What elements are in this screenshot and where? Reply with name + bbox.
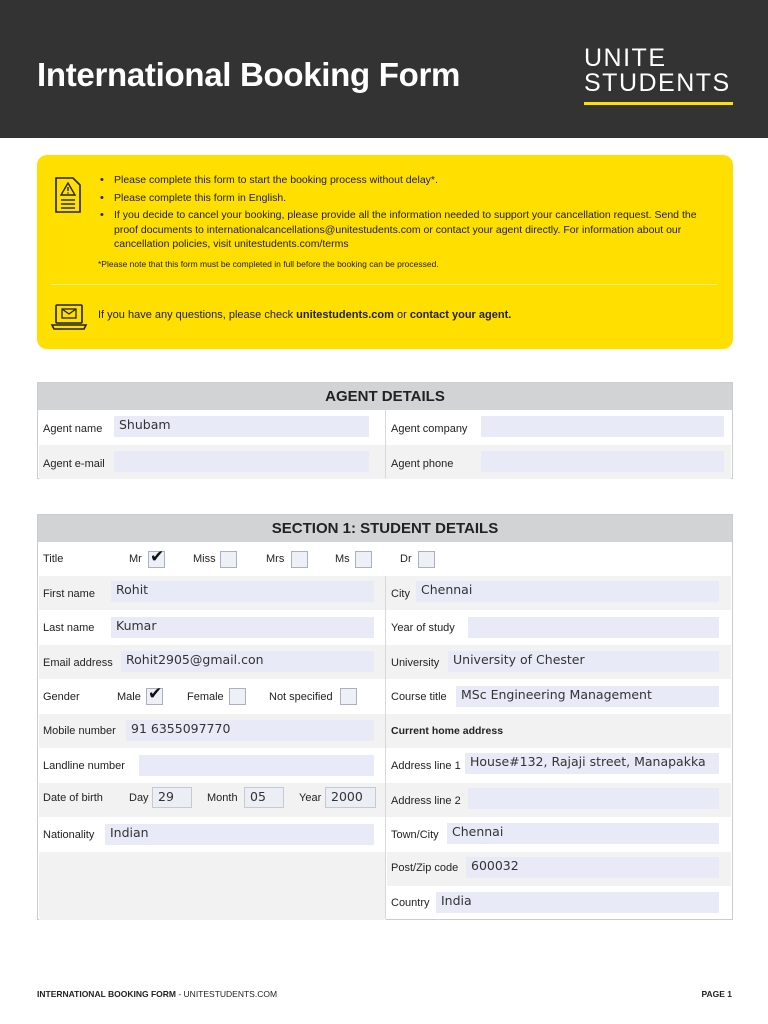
dob-day-field[interactable]: 29 bbox=[152, 787, 192, 808]
last-name-label: Last name bbox=[43, 622, 95, 634]
address-line2-field[interactable] bbox=[468, 788, 719, 809]
title-option-mr-label: Mr bbox=[129, 553, 142, 565]
page-title: International Booking Form bbox=[37, 56, 461, 93]
agent-email-label: Agent e-mail bbox=[43, 458, 105, 470]
country-label: Country bbox=[391, 897, 430, 909]
gender-female-label: Female bbox=[187, 691, 224, 703]
town-city-label: Town/City bbox=[391, 829, 439, 841]
address-line2-label: Address line 2 bbox=[391, 795, 461, 807]
title-mrs-checkbox[interactable] bbox=[291, 551, 308, 568]
year-of-study-field[interactable] bbox=[468, 617, 719, 638]
email-label: Email address bbox=[43, 657, 113, 669]
gender-male-label: Male bbox=[117, 691, 141, 703]
dob-year-field[interactable]: 2000 bbox=[325, 787, 376, 808]
title-miss-checkbox[interactable] bbox=[220, 551, 237, 568]
dob-label: Date of birth bbox=[43, 792, 103, 804]
student-details-section bbox=[37, 514, 733, 920]
mobile-label: Mobile number bbox=[43, 725, 116, 737]
logo-line-1: UNITE bbox=[584, 44, 667, 72]
nationality-field[interactable]: Indian bbox=[105, 824, 374, 845]
page-header bbox=[0, 0, 768, 138]
title-option-dr-label: Dr bbox=[400, 553, 412, 565]
town-city-field[interactable]: Chennai bbox=[447, 823, 719, 844]
course-title-label: Course title bbox=[391, 691, 447, 703]
home-address-heading: Current home address bbox=[391, 725, 504, 737]
city-field[interactable]: Chennai bbox=[416, 581, 719, 602]
unitestudents-link[interactable]: unitestudents.com bbox=[296, 309, 394, 321]
gender-not-specified-label: Not specified bbox=[269, 691, 333, 703]
dob-day-label: Day bbox=[129, 792, 149, 804]
agent-details-section bbox=[37, 382, 733, 479]
unite-students-logo bbox=[584, 46, 734, 96]
notice-item: • If you decide to cancel your booking, please provide all the information needed to support your cancellation request. Send the proof documents to internationalcancellations@unitestudents.com or contact your agent directly. For information about our cancellation policies, visit unitestudents.com/terms bbox=[114, 208, 714, 252]
city-label: City bbox=[391, 588, 410, 600]
document-warning-icon bbox=[53, 177, 83, 213]
checkmark-icon: ✔ bbox=[150, 547, 165, 566]
dob-month-field[interactable]: 05 bbox=[244, 787, 284, 808]
country-field[interactable]: India bbox=[436, 892, 719, 913]
notice-list bbox=[114, 173, 714, 255]
question-mid: or bbox=[393, 309, 410, 321]
footer-left bbox=[37, 989, 277, 999]
last-name-field[interactable]: Kumar bbox=[111, 617, 374, 638]
contact-agent-link[interactable]: contact your agent. bbox=[409, 309, 512, 321]
notice-box bbox=[37, 155, 733, 349]
logo-line-2: STUDENTS bbox=[584, 69, 731, 97]
address-line1-label: Address line 1 bbox=[391, 760, 461, 772]
gender-not-specified-checkbox[interactable] bbox=[340, 688, 357, 705]
agent-company-label: Agent company bbox=[391, 423, 468, 435]
column-divider bbox=[385, 410, 386, 478]
agent-name-label: Agent name bbox=[43, 423, 103, 435]
dob-year-label: Year bbox=[299, 792, 322, 804]
logo-underline bbox=[584, 102, 733, 105]
first-name-label: First name bbox=[43, 588, 95, 600]
title-option-ms-label: Ms bbox=[335, 553, 350, 565]
title-mr-checkbox[interactable] bbox=[148, 547, 165, 568]
notice-item: • Please complete this form to start the booking process without delay*. bbox=[114, 173, 714, 188]
page-number: PAGE 1 bbox=[701, 989, 732, 999]
gender-label: Gender bbox=[43, 691, 80, 703]
title-option-mrs-label: Mrs bbox=[266, 553, 285, 565]
notice-divider bbox=[51, 284, 717, 285]
row-bg-empty bbox=[39, 852, 386, 920]
agent-details-heading: AGENT DETAILS bbox=[38, 383, 732, 410]
notice-footnote: *Please note that this form must be completed in full before the booking can be processed. bbox=[98, 259, 439, 269]
year-of-study-label: Year of study bbox=[391, 622, 455, 634]
title-dr-checkbox[interactable] bbox=[418, 551, 435, 568]
laptop-mail-icon bbox=[50, 303, 88, 331]
title-label: Title bbox=[43, 553, 64, 565]
email-field[interactable]: Rohit2905@gmail.con bbox=[121, 651, 374, 672]
university-field[interactable]: University of Chester bbox=[448, 651, 719, 672]
landline-label: Landline number bbox=[43, 760, 125, 772]
title-option-miss-label: Miss bbox=[193, 553, 216, 565]
course-title-field[interactable]: MSc Engineering Management bbox=[456, 686, 719, 707]
agent-email-field[interactable] bbox=[114, 451, 369, 472]
dob-month-label: Month bbox=[207, 792, 238, 804]
nationality-label: Nationality bbox=[43, 829, 95, 841]
checkmark-icon: ✔ bbox=[148, 684, 163, 703]
title-ms-checkbox[interactable] bbox=[355, 551, 372, 568]
university-label: University bbox=[391, 657, 440, 669]
student-details-heading: SECTION 1: STUDENT DETAILS bbox=[38, 515, 732, 542]
agent-company-field[interactable] bbox=[481, 416, 724, 437]
agent-phone-field[interactable] bbox=[481, 451, 724, 472]
column-divider bbox=[385, 576, 386, 919]
mobile-field[interactable]: 91 6355097770 bbox=[126, 720, 374, 741]
notice-question bbox=[98, 309, 511, 321]
notice-item: • Please complete this form in English. bbox=[114, 191, 714, 206]
postcode-field[interactable]: 600032 bbox=[466, 857, 719, 878]
first-name-field[interactable]: Rohit bbox=[111, 581, 374, 602]
postcode-label: Post/Zip code bbox=[391, 862, 459, 874]
footer-site: - UNITESTUDENTS.COM bbox=[175, 989, 278, 999]
footer-form-name: INTERNATIONAL BOOKING FORM bbox=[37, 989, 176, 999]
gender-female-checkbox[interactable] bbox=[229, 688, 246, 705]
question-prefix: If you have any questions, please check bbox=[98, 309, 297, 321]
agent-name-field[interactable]: Shubam bbox=[114, 416, 369, 437]
address-line1-field[interactable]: House#132, Rajaji street, Manapakka bbox=[465, 753, 719, 774]
gender-male-checkbox[interactable] bbox=[146, 684, 163, 705]
landline-field[interactable] bbox=[139, 755, 374, 776]
agent-phone-label: Agent phone bbox=[391, 458, 454, 470]
